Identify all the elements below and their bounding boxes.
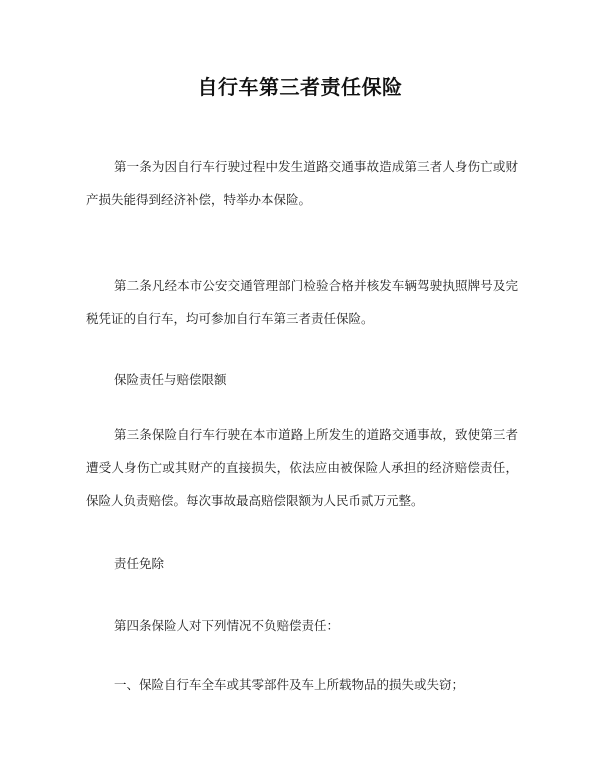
article-4-paragraph: 第四条保险人对下列情况不负赔偿责任：: [114, 618, 340, 633]
article-3-paragraph: 第三条保险自行车行驶在本市道路上所发生的道路交通事故，致使第三者遭受人身伤亡或其财产的直接损失，依法应由被保险人承担的经济赔偿责任，保险人负责赔偿。每次事故最高赔偿限额为人民币贰万元整。: [86, 427, 518, 508]
document-title: 自行车第三者责任保险: [197, 75, 403, 99]
article-2-paragraph: 第二条凡经本市公安交通管理部门检验合格并核发车辆驾驶执照牌号及完税凭证的自行车，均可参加自行车第三者责任保险。: [86, 278, 518, 326]
section-heading-liability: 保险责任与赔偿限额: [114, 372, 227, 387]
exemption-item-1: 一、保险自行车全车或其零部件及车上所载物品的损失或失窃；: [114, 677, 465, 692]
article-1-paragraph: 第一条为因自行车行驶过程中发生道路交通事故造成第三者人身伤亡或财产损失能得到经济补偿，特举办本保险。: [86, 159, 518, 207]
section-heading-exemption: 责任免除: [114, 556, 165, 571]
